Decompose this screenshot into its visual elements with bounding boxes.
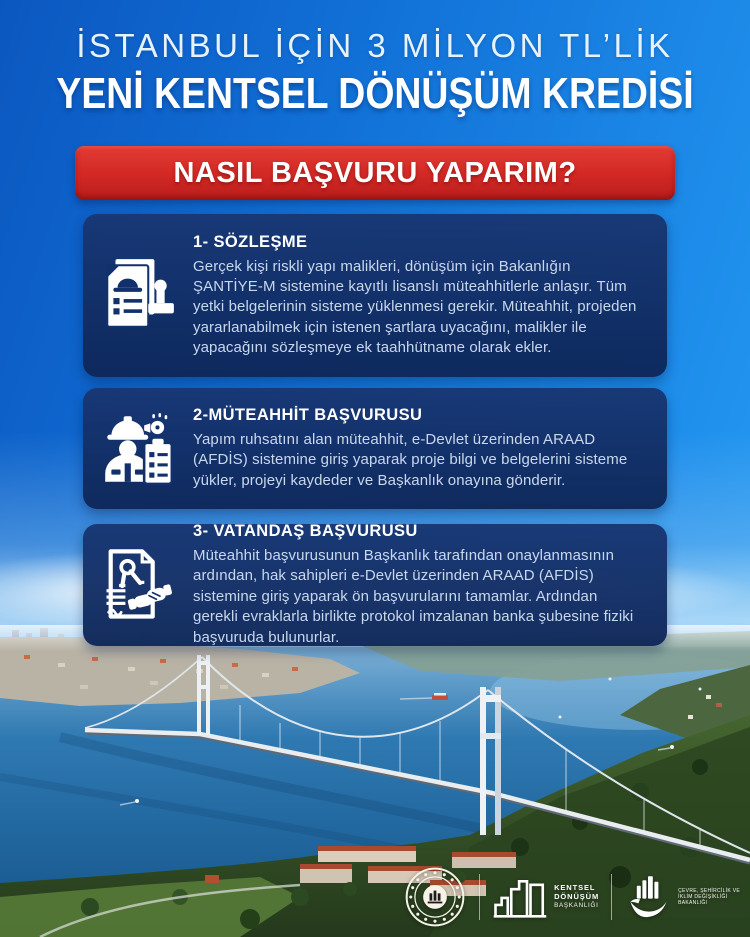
kentsel-donusum-logo [492, 872, 599, 922]
ministry-caption: ÇEVRE, ŞEHİRCİLİK VE İKLİM DEĞİŞİKLİĞİ BAKANLIĞI [678, 887, 740, 907]
poster-title-line1: İSTANBUL İÇİN 3 MİLYON TL’LİK [76, 27, 674, 64]
poster-title-line2: YENİ KENTSEL DÖNÜŞÜM KREDİSİ [56, 69, 694, 118]
step-body: Yapım ruhsatını alan müteahhit, e-Devlet üzerinden ARAAD (AFDİS) sistemine giriş yaparak proje bilgi ve belgelerini sisteme yükler, projeyi kaydeder ve Başkanlık onayına gönderir. [193, 430, 628, 489]
logo-divider [479, 874, 480, 920]
keys-handshake-icon [83, 543, 193, 627]
government-seal-icon [403, 865, 467, 929]
ministry-hand-logo [624, 871, 740, 923]
step-body: Gerçek kişi riskli yapı malikleri, dönüşüm için Bakanlığın ŞANTİYE-M sistemine kayıtlı lisanslı müteahhitlerle anlaşır. Tüm yetki belgelerinin sisteme yüklenmesi gerekir. Müteahhit, projeden yararlanabilmek için istenen şartlara uyacağını, malikler ile yapacağını sözleşmeye ek taahhütname olarak ekler. [193, 257, 637, 357]
footer-logos [403, 865, 740, 929]
step-body: Müteahhit başvurusunun Başkanlık tarafından onaylanmasının ardından, hak sahipleri e-Devlet üzerinden ARAAD (AFDİS) sistemine giriş yaparak ön başvurularını tamamlar. Ardından gerekli evraklarla birlikte protokol imzalanan banka şubesine fiziki başvuruda bulunurlar. [193, 547, 634, 646]
step-card-1 [83, 214, 667, 377]
kentsel-donusum-caption: KENTSEL DÖNÜŞÜM BAŞKANLIĞI [554, 883, 600, 910]
logo-divider [611, 874, 612, 920]
step-card-2 [83, 388, 667, 509]
construction-worker-icon [83, 408, 193, 490]
question-banner-label: NASIL BAŞVURU YAPARIM? [173, 156, 577, 189]
step-card-3 [83, 524, 667, 646]
step-heading: 3- VATANDAŞ BAŞVURUSU [193, 522, 418, 541]
step-heading: 1- SÖZLEŞME [193, 232, 308, 251]
contract-stamp-icon [83, 255, 193, 337]
hand-holding-buildings-icon [624, 871, 672, 923]
question-banner [75, 146, 675, 200]
government-seal-logo [403, 865, 467, 929]
city-buildings-icon [492, 872, 548, 922]
step-heading: 2-MÜTEAHHİT BAŞVURUSU [193, 405, 423, 424]
